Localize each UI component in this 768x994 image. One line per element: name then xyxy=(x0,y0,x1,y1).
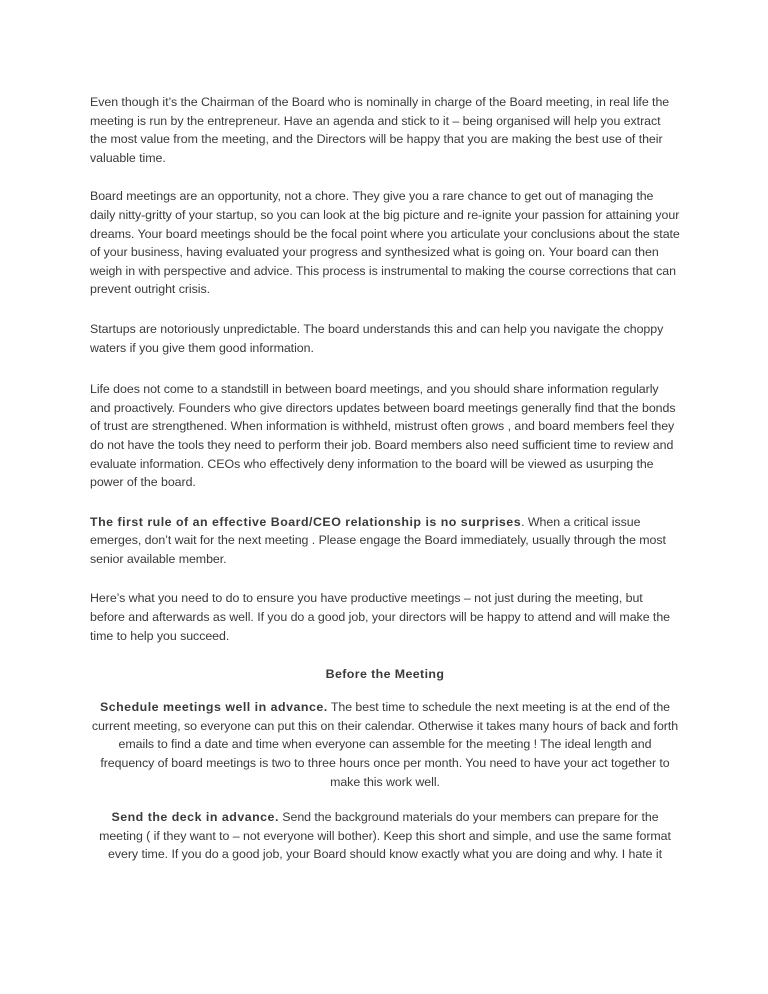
send-deck-text: Send the background materials do your members can prepare for the meeting ( if they want to – not everyone will bother). Keep this short and simple, and use the same format every time. If you do a good job, your Board should know exactly what you are doing and why. I hate it xyxy=(99,810,671,862)
paragraph-schedule xyxy=(90,698,680,791)
schedule-title: Schedule meetings well in advance. xyxy=(99,700,328,715)
paragraph-send-deck xyxy=(90,808,680,864)
paragraph-chairman: Even though it’s the Chairman of the Board who is nominally in charge of the Board meeting, in real life the meeting is run by the entrepreneur. Have an agenda and stick to it – being organised will help you extract the most value from the meeting, and the Directors will be happy that you are making the best use of their valuable time. xyxy=(90,95,670,165)
paragraph-productive-meetings: Here’s what you need to do to ensure you have productive meetings – not just during the meeting, but before and afterwards as well. If you do a good job, your directors will be happy to attend and will make the time to help you succeed. xyxy=(90,591,670,643)
no-surprises-text: . When a critical issue emerges, don’t wait for the next meeting . Please engage the Board immediately, usually through the most senior available member. xyxy=(90,514,666,566)
heading-before-meeting: Before the Meeting xyxy=(325,667,445,682)
paragraph-share-information: Life does not come to a standstill in between board meetings, and you should share information regularly and proactively. Founders who give directors updates between board meetings generally find that the bonds of trust are strengthened. When information is withheld, mistrust often grows , and board members feel they do not have the tools they need to perform their job. Board members also need sufficient time to review and evaluate information. CEOs who effectively deny information to the board will be viewed as usurping the power of the board. xyxy=(90,382,676,490)
paragraph-unpredictable: Startups are notoriously unpredictable. The board understands this and can help you navigate the choppy waters if you give them good information. xyxy=(90,321,664,355)
send-deck-title: Send the deck in advance. xyxy=(111,810,279,825)
schedule-text: The best time to schedule the next meeting is at the end of the current meeting, so everyone can put this on their calendar. Otherwise it takes many hours of back and forth emails to find a date and time when everyone can assemble for the meeting ! The ideal length and frequency of board meetings is two to three hours once per month. You need to have your act together to make this work well. xyxy=(91,700,679,789)
paragraph-no-surprises xyxy=(90,513,680,569)
paragraph-opportunity: Board meetings are an opportunity, not a chore. They give you a rare chance to get out of managing the daily nitty-gritty of your startup, so you can look at the big picture and re-ignite your passion for attaining your dreams. Your board meetings should be the focal point where you articulate your conclusions about the state of your business, having evaluated your progress and synthesized what is going on. Your board can then weigh in with perspective and advice. This process is instrumental to making the course corrections that can prevent outright crisis. xyxy=(90,189,680,297)
document-page xyxy=(90,93,680,864)
no-surprises-rule: The first rule of an effective Board/CEO relationship is no surprises xyxy=(90,514,522,529)
